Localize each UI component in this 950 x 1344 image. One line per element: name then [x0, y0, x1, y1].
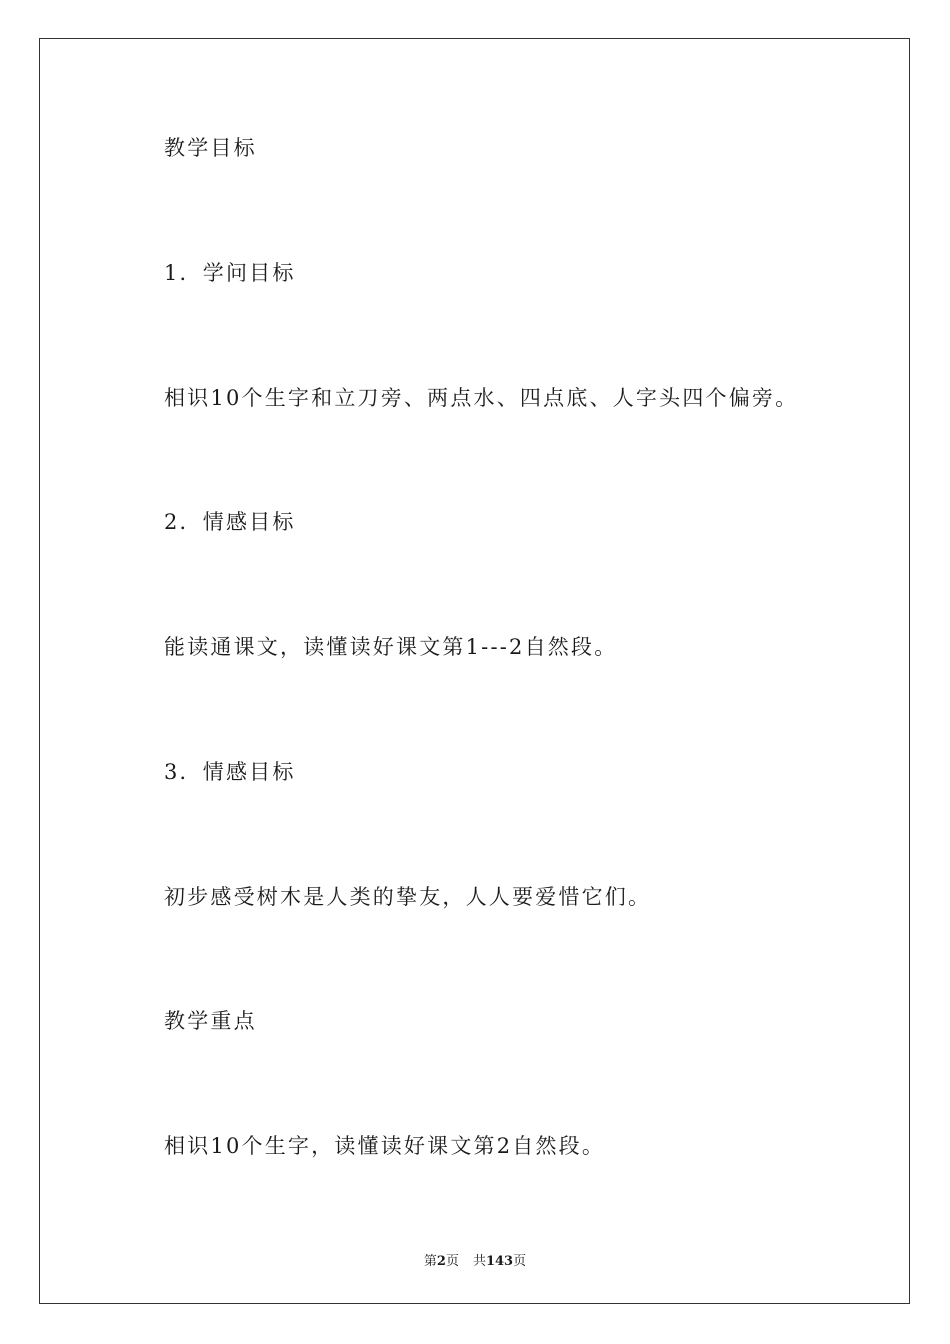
subheading-knowledge-goals: 1．学问目标 — [164, 261, 296, 285]
paragraph-reading-goals: 能读通课文，读懂读好课文第1---2自然段。 — [164, 635, 618, 659]
footer-total-prefix: 共 — [472, 1254, 486, 1269]
footer-page-number: 2 — [436, 1254, 446, 1269]
footer-total-suffix: 页 — [513, 1254, 527, 1269]
footer-page-prefix: 第 — [423, 1254, 437, 1269]
paragraph-knowledge-goals: 相识10个生字和立刀旁、两点水、四点底、人字头四个偏旁。 — [164, 386, 799, 410]
heading-teaching-focus: 教学重点 — [164, 1009, 257, 1033]
page-border — [39, 38, 910, 1304]
footer-page-suffix: 页 — [445, 1254, 459, 1269]
page-footer — [0, 1250, 950, 1269]
subheading-emotion-goals-3: 3．情感目标 — [164, 760, 296, 784]
heading-teaching-goals: 教学目标 — [164, 136, 257, 160]
paragraph-teaching-focus: 相识10个生字，读懂读好课文第2自然段。 — [164, 1134, 606, 1158]
subheading-emotion-goals-2: 2．情感目标 — [164, 510, 296, 534]
paragraph-emotion-goals: 初步感受树木是人类的挚友，人人要爱惜它们。 — [164, 885, 652, 909]
footer-total-pages: 143 — [485, 1254, 514, 1269]
